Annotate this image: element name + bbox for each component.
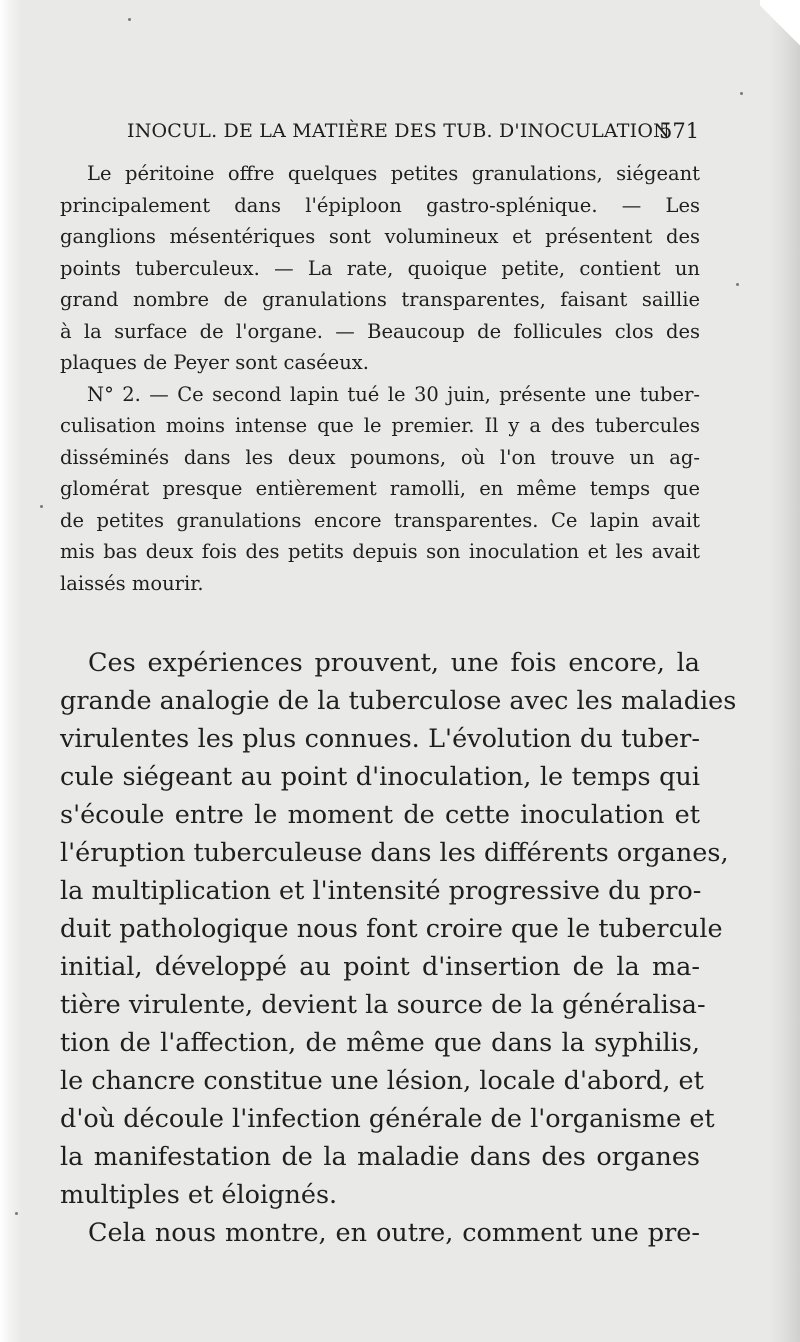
paper-speck bbox=[740, 92, 743, 95]
text-line: Ces expériences prouvent, une fois encore, la bbox=[88, 648, 700, 678]
paper-speck bbox=[736, 283, 739, 286]
text-line: disséminés dans les deux poumons, où l'on trouve un ag- bbox=[60, 445, 700, 469]
text-line: la multiplication et l'intensité progressive du pro- bbox=[60, 876, 702, 906]
text-line: laissés mourir. bbox=[60, 571, 204, 595]
text-line: plaques de Peyer sont caséeux. bbox=[60, 351, 369, 374]
text-line: de petites granulations encore transparentes. Ce lapin avait bbox=[60, 508, 700, 532]
text-line: s'écoule entre le moment de cette inoculation et bbox=[60, 800, 700, 830]
text-line: duit pathologique nous font croire que le tubercule bbox=[60, 914, 723, 944]
text-line: points tuberculeux. — La rate, quoique petite, contient un bbox=[60, 256, 700, 280]
text-line: d'où découle l'infection générale de l'organisme et bbox=[60, 1104, 715, 1134]
page-number: 571 bbox=[659, 119, 700, 143]
text-line: N° 2. — Ce second lapin tué le 30 juin, présente une tuber- bbox=[87, 382, 700, 406]
text-line: la manifestation de la maladie dans des organes bbox=[60, 1142, 700, 1172]
text-line: l'éruption tuberculeuse dans les différents organes, bbox=[60, 838, 729, 868]
text-line: Cela nous montre, en outre, comment une pre- bbox=[88, 1218, 700, 1248]
text-line: initial, développé au point d'insertion de la ma- bbox=[60, 952, 700, 982]
text-line: glomérat presque entièrement ramolli, en même temps que bbox=[60, 477, 700, 500]
small-print-section bbox=[60, 158, 700, 599]
paper-speck bbox=[128, 18, 131, 21]
text-line: grand nombre de granulations transparentes, faisant saillie bbox=[60, 288, 700, 311]
text-line: tion de l'affection, de même que dans la syphilis, bbox=[60, 1028, 700, 1058]
text-line: tière virulente, devient la source de la généralisa- bbox=[60, 990, 706, 1020]
text-line: multiples et éloignés. bbox=[60, 1180, 338, 1210]
text-line: mis bas deux fois des petits depuis son inoculation et les avait bbox=[60, 540, 700, 563]
text-line: ganglions mésentériques sont volumineux et présentent des bbox=[60, 225, 700, 248]
running-head bbox=[0, 120, 800, 150]
text-line: cule siégeant au point d'inoculation, le temps qui bbox=[60, 762, 700, 792]
running-title: INOCUL. DE LA MATIÈRE DES TUB. D'INOCULATION bbox=[127, 120, 670, 142]
paper-speck bbox=[15, 1212, 18, 1215]
text-line: Le péritoine offre quelques petites granulations, siégeant bbox=[87, 162, 700, 185]
page-left-margin-shadow bbox=[0, 0, 22, 1342]
page-right-edge-shadow bbox=[770, 0, 800, 1342]
paper-speck bbox=[40, 505, 43, 508]
body-text-section bbox=[60, 644, 737, 1252]
page-fold-corner bbox=[760, 0, 800, 60]
text-line: culisation moins intense que le premier. Il y a des tubercules bbox=[60, 414, 700, 437]
text-line: principalement dans l'épiploon gastro-splénique. — Les bbox=[60, 193, 700, 217]
text-line: grande analogie de la tuberculose avec les maladies bbox=[60, 686, 737, 716]
text-line: virulentes les plus connues. L'évolution du tuber- bbox=[60, 724, 700, 754]
text-line: le chancre constitue une lésion, locale d'abord, et bbox=[60, 1066, 704, 1096]
text-line: à la surface de l'organe. — Beaucoup de follicules clos des bbox=[60, 319, 700, 343]
